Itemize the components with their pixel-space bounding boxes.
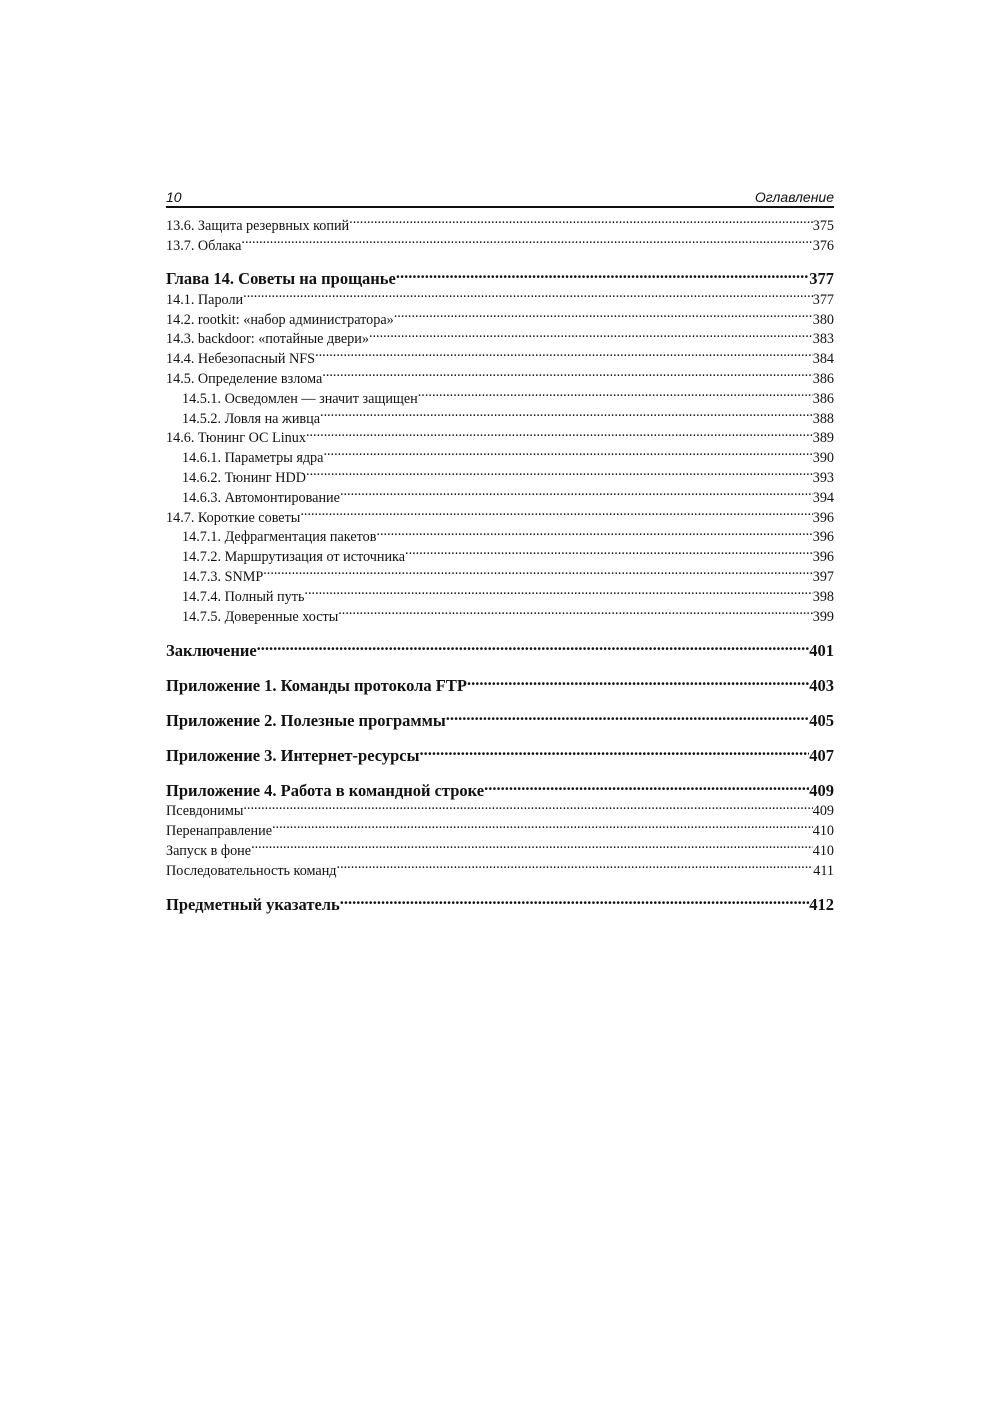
toc-entry-title: 14.5.2. Ловля на живца [182,410,321,427]
toc-entry-title: Приложение 3. Интернет-ресурсы [166,745,420,765]
running-title: Оглавление [754,189,834,205]
toc-entry-title: Приложение 1. Команды протокола FTP [166,675,467,695]
dot-leader [340,488,813,502]
toc-entry-title: 13.6. Защита резервных копий [166,218,350,235]
toc-entry[interactable] [166,488,834,508]
toc-entry[interactable] [166,309,834,329]
toc-entry-title: 14.2. rootkit: «набор администратора» [166,311,394,328]
toc-entry-page: 405 [809,710,834,730]
toc-entry[interactable] [166,468,834,488]
toc-entry-page: 386 [812,370,834,387]
dot-leader [251,841,813,855]
toc-entry-page: 394 [812,489,834,506]
dot-leader [446,709,809,726]
toc-entry-title: Последовательность команд [166,862,337,879]
toc-entry-page: 384 [812,351,834,368]
toc-entry-title: 14.6.2. Тюнинг HDD [182,469,307,486]
toc-entry-page: 409 [812,803,834,820]
page-number: 10 [166,189,182,205]
toc-entry-page: 399 [812,608,834,625]
dot-leader [394,309,813,323]
toc-entry-page: 377 [809,269,834,289]
toc-entry-page: 410 [812,842,834,859]
toc-entry[interactable] [166,290,834,310]
toc-entry[interactable] [166,861,834,881]
toc-chapter-entry[interactable] [166,779,834,801]
toc-entry-page: 375 [812,218,834,235]
toc-entry-title: Заключение [166,640,257,660]
dot-leader [263,567,813,581]
toc-entry[interactable] [166,216,834,236]
toc-entry-page: 376 [812,237,834,254]
dot-leader [300,507,812,521]
table-of-contents [166,216,834,915]
dot-leader [315,349,813,363]
toc-entry-page: 411 [813,862,834,879]
dot-leader [376,527,812,541]
toc-entry-page: 396 [812,509,834,526]
toc-entry-page: 377 [812,291,834,308]
dot-leader [338,606,812,620]
dot-leader [369,329,813,343]
dot-leader [467,674,809,691]
toc-entry-title: 14.6.3. Автомонтирование [182,489,340,506]
toc-entry-title: 13.7. Облака [166,237,242,254]
toc-entry-page: 398 [812,588,834,605]
toc-entry-page: 407 [809,745,834,765]
dot-leader [405,547,813,561]
toc-entry[interactable] [166,236,834,256]
dot-leader [304,587,812,601]
toc-chapter-entry[interactable] [166,709,834,731]
toc-entry[interactable] [166,448,834,468]
toc-entry-title: 14.5. Определение взлома [166,370,323,387]
toc-entry[interactable] [166,547,834,567]
toc-entry-page: 403 [809,675,834,695]
dot-leader [272,821,813,835]
toc-entry-page: 380 [812,311,834,328]
toc-entry[interactable] [166,349,834,369]
dot-leader [257,639,810,656]
dot-leader [340,893,809,910]
toc-entry[interactable] [166,507,834,527]
toc-entry[interactable] [166,408,834,428]
toc-entry[interactable] [166,428,834,448]
dot-leader [337,861,814,875]
toc-entry[interactable] [166,841,834,861]
toc-entry[interactable] [166,587,834,607]
toc-entry[interactable] [166,821,834,841]
toc-entry-title: Приложение 2. Полезные программы [166,710,446,730]
toc-entry[interactable] [166,329,834,349]
dot-leader [349,216,813,230]
toc-entry[interactable] [166,801,834,821]
toc-entry-title: 14.7.4. Полный путь [182,588,305,605]
toc-entry-page: 409 [809,780,834,800]
dot-leader [241,236,812,250]
toc-entry-title: Глава 14. Советы на прощанье [166,269,396,289]
toc-entry-title: 14.3. backdoor: «потайные двери» [166,331,369,348]
dot-leader [243,290,813,304]
toc-entry[interactable] [166,567,834,587]
toc-entry-page: 393 [812,469,834,486]
toc-entry-page: 390 [812,450,834,467]
dot-leader [320,408,813,422]
toc-entry-title: 14.7. Короткие советы [166,509,301,526]
dot-leader [419,744,809,761]
toc-entry-page: 388 [812,410,834,427]
toc-entry-title: 14.7.3. SNMP [182,568,264,585]
toc-entry-page: 383 [812,331,834,348]
toc-entry[interactable] [166,389,834,409]
toc-entry-title: 14.7.2. Маршрутизация от источника [182,549,406,566]
toc-entry[interactable] [166,606,834,626]
toc-entry-title: Псевдонимы [166,803,244,820]
running-header [166,186,834,208]
dot-leader [323,448,812,462]
dot-leader [322,369,812,383]
toc-entry[interactable] [166,369,834,389]
toc-entry-title: Приложение 4. Работа в командной строке [166,780,485,800]
toc-entry-page: 396 [812,549,834,566]
document-page [166,186,834,915]
toc-entry-title: 14.7.5. Доверенные хосты [182,608,339,625]
toc-entry-page: 386 [812,390,834,407]
toc-entry-page: 412 [809,894,834,914]
toc-chapter-entry[interactable] [166,893,834,915]
toc-entry-title: 14.4. Небезопасный NFS [166,351,316,368]
toc-entry-page: 410 [812,823,834,840]
toc-entry[interactable] [166,527,834,547]
dot-leader [306,428,813,442]
toc-entry-title: Предметный указатель [166,894,340,914]
dot-leader [396,268,809,285]
toc-entry-title: 14.6. Тюнинг ОС Linux [166,430,306,447]
toc-entry-title: Запуск в фоне [166,842,252,859]
toc-entry-title: 14.5.1. Осведомлен — значит защищен [182,390,418,407]
dot-leader [243,801,812,815]
toc-entry-title: 14.6.1. Параметры ядра [182,450,324,467]
toc-entry-page: 397 [812,568,834,585]
toc-chapter-entry[interactable] [166,744,834,766]
toc-chapter-entry[interactable] [166,639,834,661]
toc-entry-page: 396 [812,529,834,546]
toc-entry-page: 389 [812,430,834,447]
toc-chapter-entry[interactable] [166,268,834,290]
toc-entry-title: Перенаправление [166,823,272,840]
toc-chapter-entry[interactable] [166,674,834,696]
dot-leader [484,779,809,796]
toc-entry-page: 401 [809,640,834,660]
dot-leader [306,468,813,482]
dot-leader [418,389,813,403]
toc-entry-title: 14.1. Пароли [166,291,244,308]
toc-entry-title: 14.7.1. Дефрагментация пакетов [182,529,377,546]
